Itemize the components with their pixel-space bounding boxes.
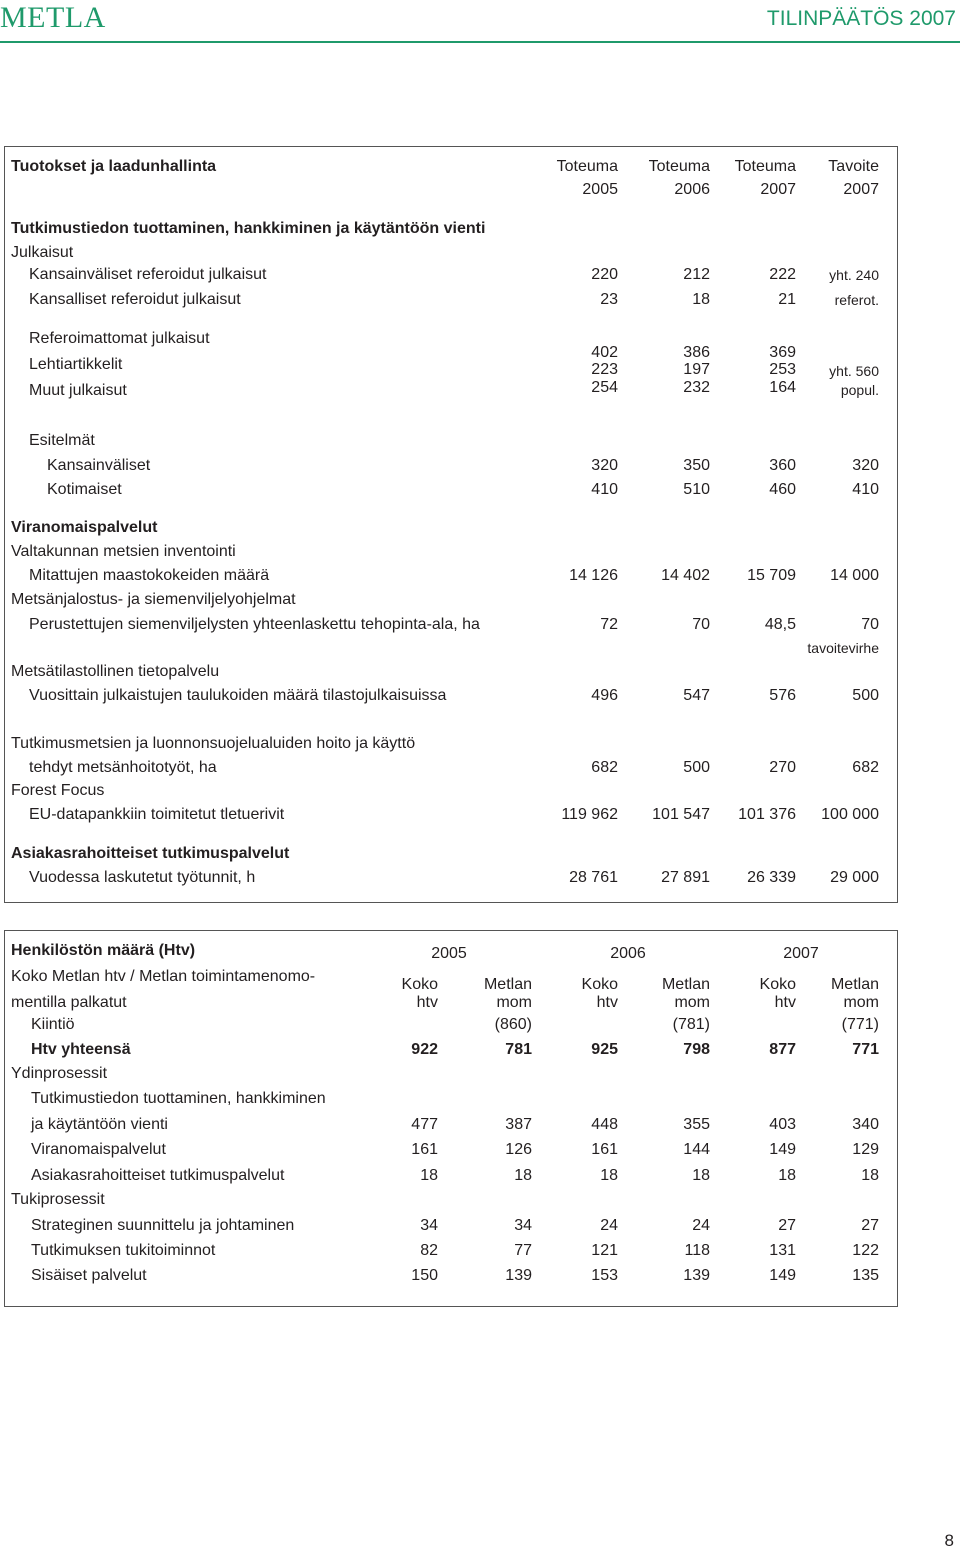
row-value: 23 bbox=[600, 291, 618, 308]
row-value: 197 bbox=[683, 361, 710, 378]
row-value: 121 bbox=[591, 1242, 618, 1259]
row-value: 139 bbox=[505, 1267, 532, 1284]
row-value: 460 bbox=[769, 481, 796, 498]
row-value: 403 bbox=[769, 1116, 796, 1133]
year-header: 2007 bbox=[783, 945, 819, 962]
row-value: 360 bbox=[769, 457, 796, 474]
row-value: 101 376 bbox=[738, 806, 796, 823]
row-value: 500 bbox=[683, 759, 710, 776]
row-value: 153 bbox=[591, 1267, 618, 1284]
row-value: 925 bbox=[591, 1041, 618, 1058]
row-value: 27 891 bbox=[661, 869, 710, 886]
row-value: 131 bbox=[769, 1242, 796, 1259]
row-value: 24 bbox=[600, 1217, 618, 1234]
row-value: 18 bbox=[861, 1167, 879, 1184]
row-label: Vuosittain julkaistujen taulukoiden määrä tilastojulkaisuissa bbox=[29, 687, 447, 704]
row-label: Sisäiset palvelut bbox=[31, 1267, 147, 1284]
row-label: Perustettujen siemenviljelysten yhteenlaskettu tehopinta-ala, ha bbox=[29, 616, 480, 633]
row-value: 161 bbox=[591, 1141, 618, 1158]
col-year: 2006 bbox=[674, 181, 710, 198]
row-value: 48,5 bbox=[764, 616, 796, 633]
row-value: 254 bbox=[591, 379, 618, 396]
row-value: 18 bbox=[514, 1167, 532, 1184]
row-value: 129 bbox=[852, 1141, 879, 1158]
col-head: Toteuma bbox=[648, 158, 710, 175]
sub-header: mom bbox=[843, 994, 879, 1011]
row-value: 369 bbox=[769, 344, 796, 361]
target-note: yht. 240 bbox=[829, 267, 879, 283]
row-value: 682 bbox=[591, 759, 618, 776]
row-label: Kansainväliset bbox=[47, 457, 151, 474]
row-value: 18 bbox=[778, 1167, 796, 1184]
row-value: 781 bbox=[505, 1041, 532, 1058]
row-value: 72 bbox=[600, 616, 618, 633]
row-label: Asiakasrahoitteiset tutkimuspalvelut bbox=[31, 1167, 285, 1184]
row-label: Viranomaispalvelut bbox=[31, 1141, 166, 1158]
row-value: 24 bbox=[692, 1217, 710, 1234]
row-label: Vuodessa laskutetut työtunnit, h bbox=[29, 869, 256, 886]
row-value: 448 bbox=[591, 1116, 618, 1133]
sub-header: Koko bbox=[759, 976, 796, 993]
row-value: 21 bbox=[778, 291, 796, 308]
row-value: 410 bbox=[852, 481, 879, 498]
row-value: 164 bbox=[769, 379, 796, 396]
sub-header: Koko bbox=[401, 976, 438, 993]
row-value: 547 bbox=[683, 687, 710, 704]
table1-title: Tuotokset ja laadunhallinta bbox=[11, 158, 217, 175]
row-value: 220 bbox=[591, 266, 618, 283]
section-research: Tutkimustiedon tuottaminen, hankkiminen ja käytäntöön vienti bbox=[11, 220, 486, 237]
row-value: 28 761 bbox=[569, 869, 618, 886]
row-value: 877 bbox=[769, 1041, 796, 1058]
col-head: Toteuma bbox=[734, 158, 796, 175]
row-label: Kansainväliset referoidut julkaisut bbox=[29, 266, 267, 283]
group-breeding: Metsänjalostus- ja siemenviljelyohjelmat bbox=[11, 591, 296, 608]
target-note: referot. bbox=[834, 292, 879, 308]
sub-header: htv bbox=[596, 994, 618, 1011]
row-label: Kansalliset referoidut julkaisut bbox=[29, 291, 241, 308]
row-value: 122 bbox=[852, 1242, 879, 1259]
row-value: 576 bbox=[769, 687, 796, 704]
section-customer: Asiakasrahoitteiset tutkimuspalvelut bbox=[11, 845, 290, 862]
row-value: 77 bbox=[514, 1242, 532, 1259]
row-value: 386 bbox=[683, 344, 710, 361]
row-value: 18 bbox=[420, 1167, 438, 1184]
row-value: 410 bbox=[591, 481, 618, 498]
sub-header: mom bbox=[674, 994, 710, 1011]
row-value: 402 bbox=[591, 344, 618, 361]
row-value: 100 000 bbox=[821, 806, 879, 823]
row-value: 34 bbox=[420, 1217, 438, 1234]
row-value: 18 bbox=[692, 1167, 710, 1184]
year-header: 2005 bbox=[431, 945, 467, 962]
sub-header: Metlan bbox=[483, 976, 532, 993]
year-header: 2006 bbox=[610, 945, 646, 962]
document-title: TILINPÄÄTÖS 2007 bbox=[766, 7, 956, 30]
row-value: 18 bbox=[692, 291, 710, 308]
sub-header: Koko bbox=[581, 976, 618, 993]
row-value: 135 bbox=[852, 1267, 879, 1284]
row-value: 320 bbox=[591, 457, 618, 474]
group-publications: Julkaisut bbox=[11, 244, 74, 261]
row-label: Kiintiö bbox=[31, 1016, 75, 1033]
row-value: 101 547 bbox=[652, 806, 710, 823]
row-label: Tutkimuksen tukitoiminnot bbox=[31, 1242, 216, 1259]
row-label: Strateginen suunnittelu ja johtaminen bbox=[31, 1217, 295, 1234]
row-value: 18 bbox=[600, 1167, 618, 1184]
row-value: 477 bbox=[411, 1116, 438, 1133]
row-value: 82 bbox=[420, 1242, 438, 1259]
group-forests: Tutkimusmetsien ja luonnonsuojelualuiden hoito ja käyttö bbox=[11, 735, 416, 752]
row-value: 15 709 bbox=[747, 567, 796, 584]
desc-line: Koko Metlan htv / Metlan toimintamenomo- bbox=[11, 968, 316, 985]
row-label: Referoimattomat julkaisut bbox=[29, 330, 210, 347]
col-head: Toteuma bbox=[556, 158, 618, 175]
row-value: 34 bbox=[514, 1217, 532, 1234]
row-value: 798 bbox=[683, 1041, 710, 1058]
row-value: 144 bbox=[683, 1141, 710, 1158]
sub-header: mom bbox=[496, 994, 532, 1011]
group-statistics: Metsätilastollinen tietopalvelu bbox=[11, 663, 220, 680]
row-value: 14 402 bbox=[661, 567, 710, 584]
row-value: 27 bbox=[778, 1217, 796, 1234]
row-label: Mitattujen maastokokeiden määrä bbox=[29, 567, 270, 584]
row-value: (771) bbox=[841, 1016, 879, 1033]
group-support: Tukiprosessit bbox=[11, 1191, 105, 1208]
row-value: 223 bbox=[591, 361, 618, 378]
row-value: 270 bbox=[769, 759, 796, 776]
row-value: 150 bbox=[411, 1267, 438, 1284]
row-label: Lehtiartikkelit bbox=[29, 356, 123, 373]
row-value: 350 bbox=[683, 457, 710, 474]
row-label: ja käytäntöön vienti bbox=[31, 1116, 168, 1133]
col-year: 2007 bbox=[843, 181, 879, 198]
col-year: 2005 bbox=[582, 181, 618, 198]
group-core: Ydinprosessit bbox=[11, 1065, 108, 1082]
col-head: Tavoite bbox=[828, 158, 879, 175]
table2-title: Henkilöstön määrä (Htv) bbox=[11, 942, 196, 959]
row-label: tehdyt metsänhoitotyöt, ha bbox=[29, 759, 217, 776]
row-value: 510 bbox=[683, 481, 710, 498]
row-value: 149 bbox=[769, 1267, 796, 1284]
row-value: 14 000 bbox=[830, 567, 879, 584]
sub-header: htv bbox=[416, 994, 438, 1011]
metla-logo: METLA bbox=[0, 1, 106, 34]
sub-header: Metlan bbox=[661, 976, 710, 993]
row-value: 26 339 bbox=[747, 869, 796, 886]
target-note: yht. 560 bbox=[829, 363, 879, 379]
row-value: 771 bbox=[852, 1041, 879, 1058]
row-value: 320 bbox=[852, 457, 879, 474]
row-value: 118 bbox=[684, 1242, 710, 1259]
page-number: 8 bbox=[944, 1531, 954, 1550]
desc-line: mentilla palkatut bbox=[11, 994, 127, 1011]
row-value: 29 000 bbox=[830, 869, 879, 886]
section-authority: Viranomaispalvelut bbox=[11, 519, 158, 536]
row-value: 27 bbox=[861, 1217, 879, 1234]
col-year: 2007 bbox=[760, 181, 796, 198]
row-value: 161 bbox=[411, 1141, 438, 1158]
row-value: 139 bbox=[683, 1267, 710, 1284]
row-value: 14 126 bbox=[569, 567, 618, 584]
row-value: (781) bbox=[672, 1016, 710, 1033]
row-value: 222 bbox=[769, 266, 796, 283]
row-value: 355 bbox=[683, 1116, 710, 1133]
row-value: 922 bbox=[411, 1041, 438, 1058]
row-value: 682 bbox=[852, 759, 879, 776]
group-inventory: Valtakunnan metsien inventointi bbox=[11, 543, 236, 560]
row-value: 70 bbox=[692, 616, 710, 633]
row-label-line: Tutkimustiedon tuottaminen, hankkiminen bbox=[31, 1090, 326, 1107]
row-value: (860) bbox=[494, 1016, 532, 1033]
header-rule bbox=[0, 41, 960, 43]
group-forest-focus: Forest Focus bbox=[11, 782, 105, 799]
row-value: 232 bbox=[683, 379, 710, 396]
row-value: 212 bbox=[683, 266, 710, 283]
group-presentations: Esitelmät bbox=[29, 432, 95, 449]
row-label: EU-datapankkiin toimitetut tletuerivit bbox=[29, 806, 285, 823]
row-value: 126 bbox=[505, 1141, 532, 1158]
row-label: Muut julkaisut bbox=[29, 382, 127, 399]
row-value: 253 bbox=[769, 361, 796, 378]
row-label: Htv yhteensä bbox=[31, 1041, 131, 1058]
row-label: Kotimaiset bbox=[47, 481, 122, 498]
target-note: popul. bbox=[840, 382, 879, 398]
row-value: 500 bbox=[852, 687, 879, 704]
row-value: 387 bbox=[505, 1116, 532, 1133]
row-value: 70 bbox=[861, 616, 879, 633]
row-value: 119 962 bbox=[561, 806, 618, 823]
sub-header: Metlan bbox=[830, 976, 879, 993]
row-value: 496 bbox=[591, 687, 618, 704]
target-error-note: tavoitevirhe bbox=[807, 640, 879, 656]
row-value: 149 bbox=[769, 1141, 796, 1158]
sub-header: htv bbox=[774, 994, 796, 1011]
row-value: 340 bbox=[852, 1116, 879, 1133]
